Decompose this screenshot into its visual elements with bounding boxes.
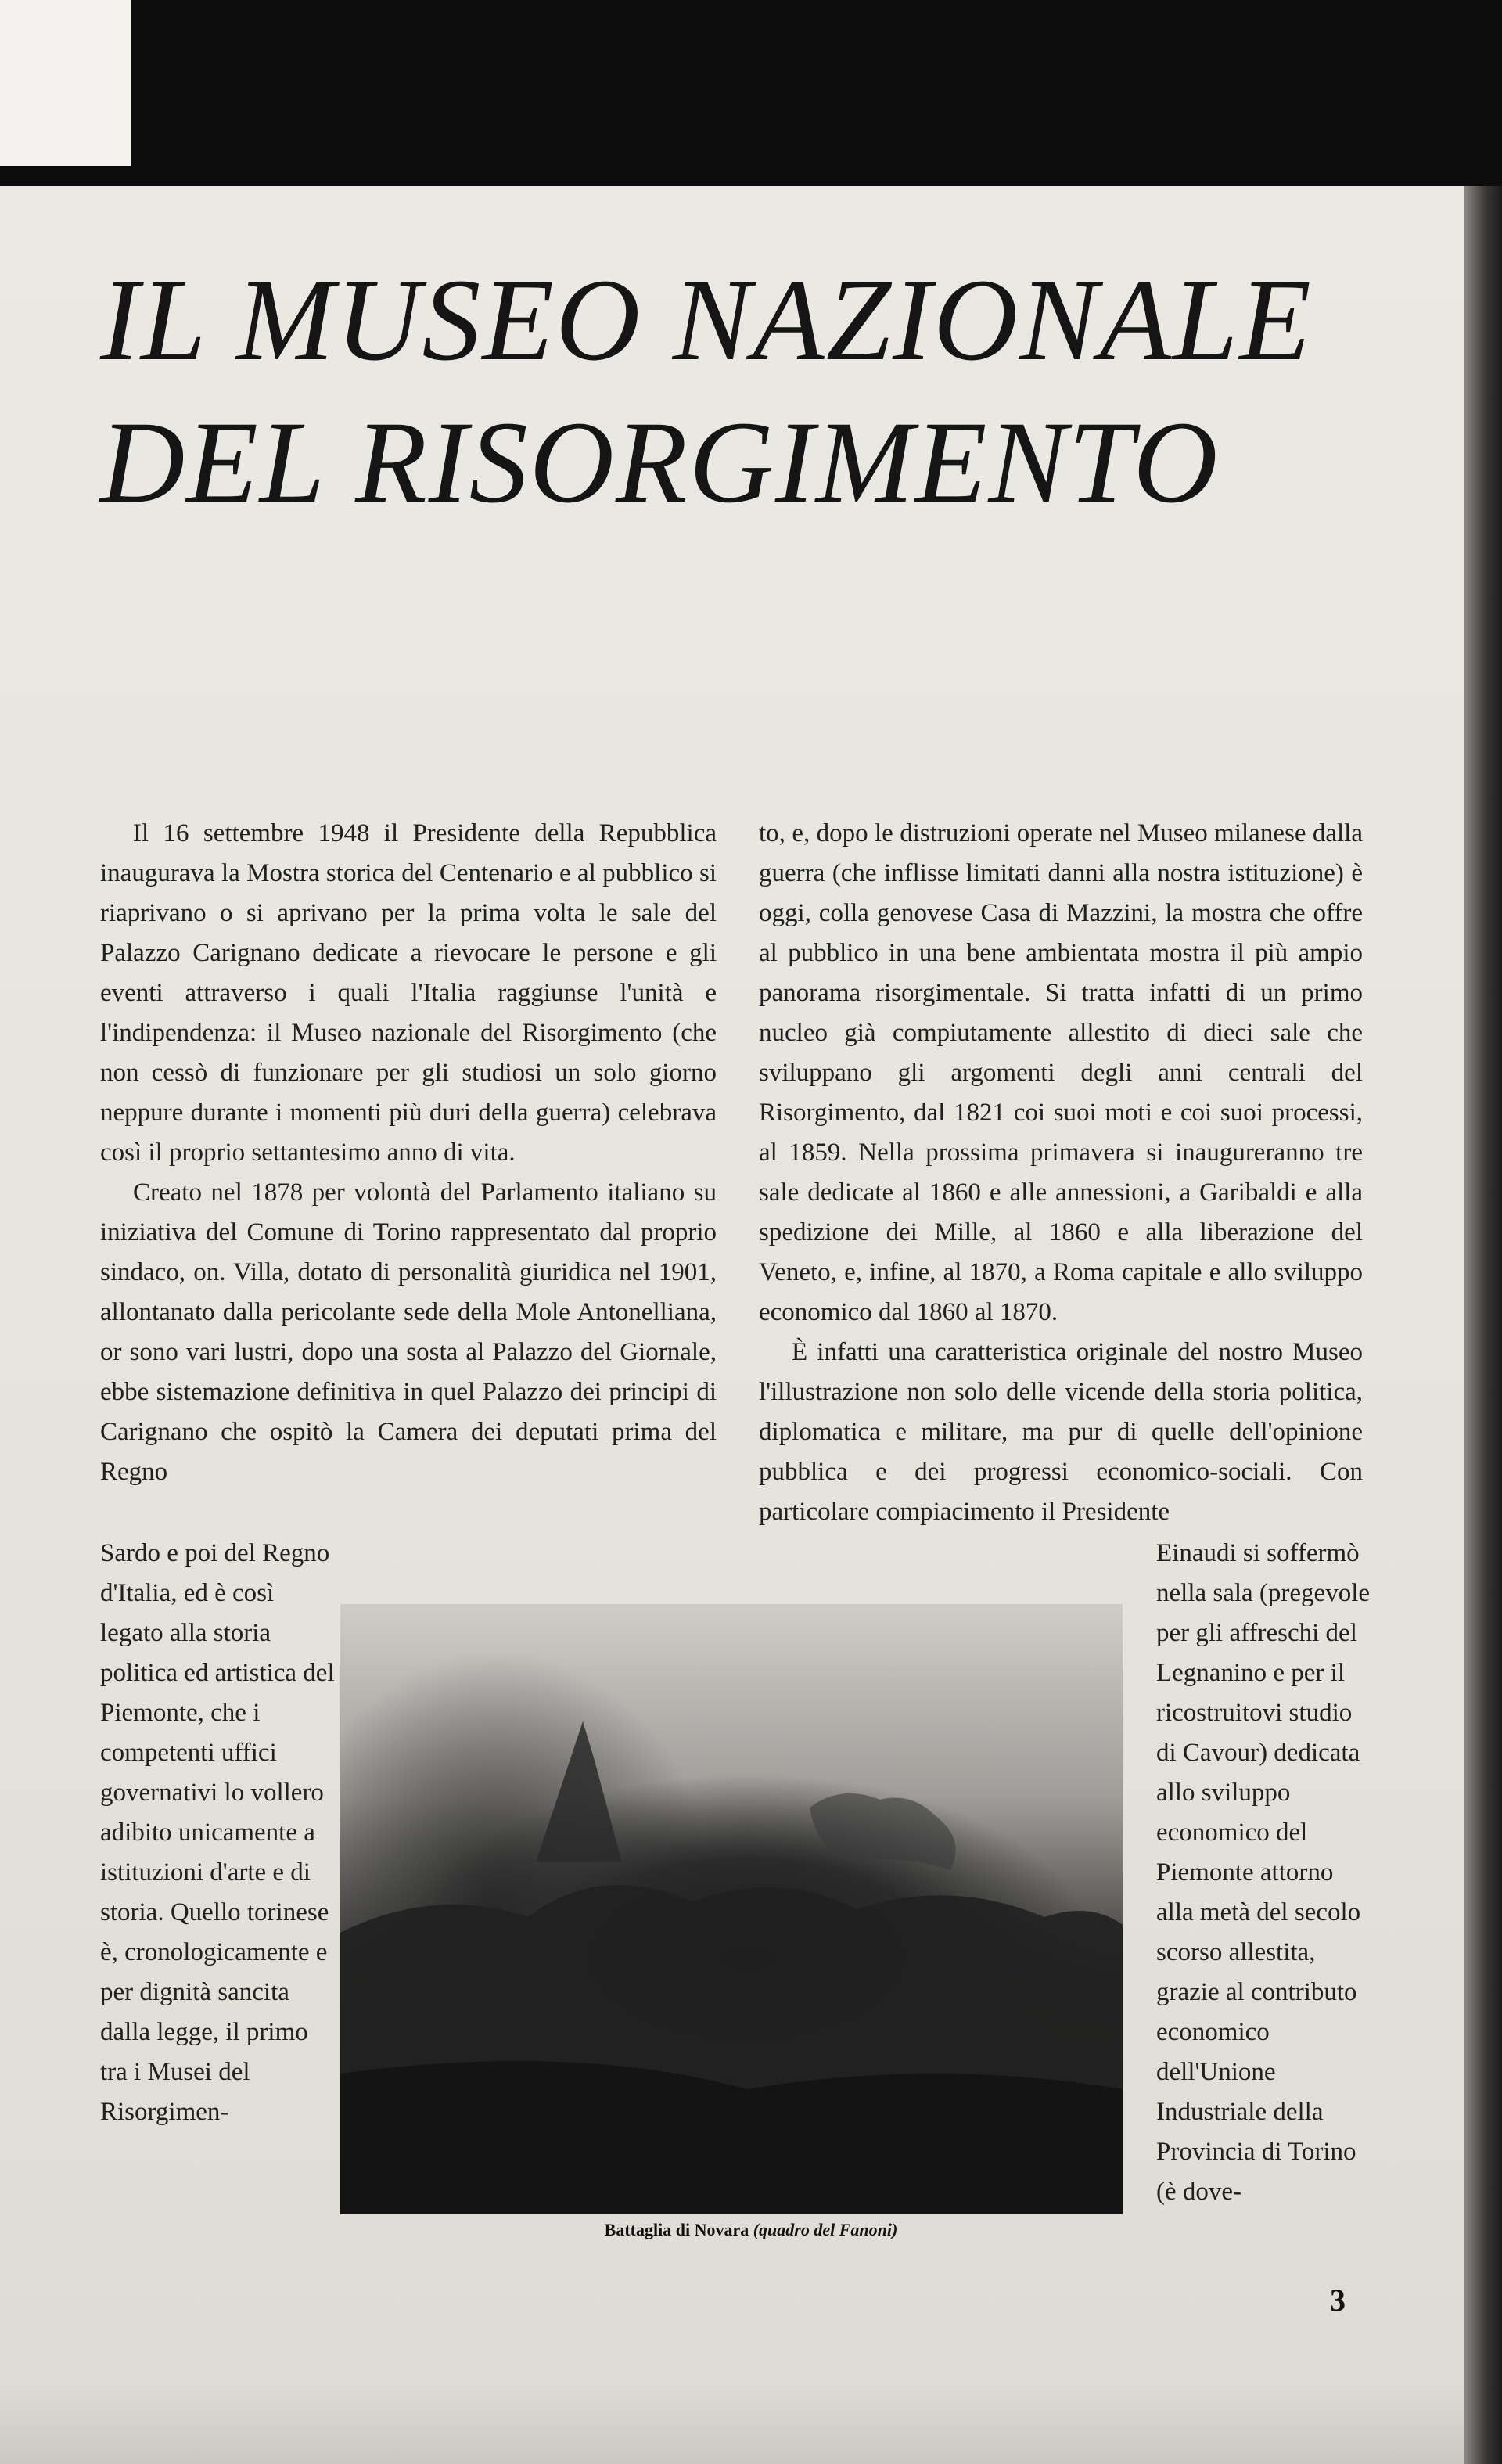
article-title [100, 249, 1446, 534]
right-wrap-paragraph: Einaudi si soffermò nella sala (pregevole per gli affreschi del Legnanino e per il ricostruitovi studio di Cavour) dedicata allo sviluppo economico del Piemonte attorno alla metà del secolo scorso allestita, grazie al contributo economico dell'Unione Industriale della Provincia di Torino (è dove- [1156, 1539, 1371, 2206]
left-wrap-text [100, 1534, 335, 2132]
left-paragraph-2: Creato nel 1878 per volontà del Parlamento italiano su iniziativa del Comune di Torino rappresentato dal proprio sindaco, on. Villa, dotato di personalità giuridica nel 1901, allontanato dalla pericolante sede della Mole Antonelliana, or sono vari lustri, dopo una sosta al Palazzo del Giornale, ebbe sistemazione definitiva in quel Palazzo dei principi di Carignano che ospitò la Camera dei deputati prima del Regno [100, 1178, 717, 1486]
left-wrap-paragraph: Sardo e poi del Regno d'Italia, ed è così legato alla storia politica ed artistica del Piemonte, che i competenti uffici governativi lo vollero adibito unicamente a istituzioni d'arte e di storia. Quello torinese è, cronologicamente e per dignità sancita dalla legge, il primo tra i Musei del Risorgimen- [100, 1539, 335, 2126]
title-line-2: DEL RISORGIMENTO [100, 397, 1220, 527]
right-paragraph-2: È infatti una caratteristica originale del nostro Museo l'illustrazione non solo delle vicende della storia politica, diplomatica e militare, ma pur di quelle dell'opinione pubblica e dei progressi economico-sociali. Con particolare compiacimento il Presidente [759, 1338, 1363, 1526]
scan-border-top [0, 0, 1502, 186]
caption-note: (quadro del Fanoni) [753, 2220, 898, 2239]
title-line-1: IL MUSEO NAZIONALE [100, 255, 1313, 385]
battle-photograph [340, 1604, 1123, 2214]
photo-caption [548, 2219, 954, 2241]
right-wrap-text [1156, 1534, 1375, 2212]
caption-title: Battaglia di Novara [604, 2220, 749, 2239]
right-column [759, 814, 1363, 1532]
right-paragraph-1: to, e, dopo le distruzioni operate nel Museo milanese dalla guerra (che inflisse limitati danni alla nostra istituzione) è oggi, colla genovese Casa di Mazzini, la mostra che offre al pubblico in una bene ambientata mostra il più ampio panorama risorgimentale. Si tratta infatti di un primo nucleo già compiutamente allestito di dieci sale che sviluppano gli argomenti degli anni centrali del Risorgimento, dal 1821 coi suoi moti e coi suoi processi, al 1859. Nella prossima primavera si inaugureranno tre sale dedicate al 1860 e alle annessioni, a Garibaldi e alla spedizione dei Mille, al 1860 e alla liberazione del Veneto, e, infine, al 1870, a Roma capitale e allo sviluppo economico dal 1860 al 1870. [759, 819, 1363, 1326]
scan-border-right [1464, 186, 1502, 2464]
smoke-cloud [810, 1793, 956, 1870]
left-column [100, 814, 717, 1492]
scan-corner-patch [0, 0, 131, 166]
left-paragraph-1: Il 16 settembre 1948 il Presidente della Repubblica inaugurava la Mostra storica del Centenario e al pubblico si riaprivano o si aprivano per la prima volta le sale del Palazzo Carignano dedicate a rievocare le persone e gli eventi attraverso i quali l'Italia raggiunse l'unità e l'indipendenza: il Museo nazionale del Risorgimento (che non cessò di funzionare per gli studiosi un solo giorno neppure durante i momenti più duri della guerra) celebrava così il proprio settantesimo anno di vita. [100, 819, 717, 1167]
battle-scene-illustration [340, 1604, 1123, 2214]
scan-shadow-bottom [0, 2379, 1464, 2464]
page-number: 3 [1330, 2282, 1346, 2318]
flag-silhouette [536, 1721, 622, 1862]
